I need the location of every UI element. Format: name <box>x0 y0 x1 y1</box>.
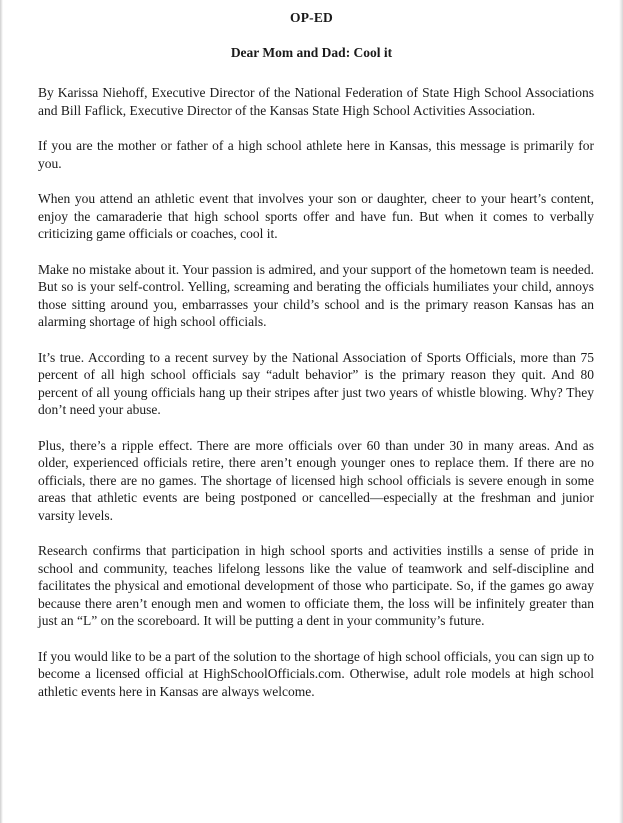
headline: Dear Mom and Dad: Cool it <box>230 45 393 60</box>
article-body <box>38 84 594 718</box>
section-label: OP-ED <box>290 10 333 25</box>
body-paragraph: It’s true. According to a recent survey by the National Association of Sports Officials, more than 75 percent of all high school officials say “adult behavior” is the primary reason they quit. And 80 percent of all young officials hang up their stripes after just two years of whistle blowing. Why? They don’t need your abuse. <box>38 349 594 417</box>
body-paragraph: When you attend an athletic event that involves your son or daughter, cheer to your heart’s content, enjoy the camaraderie that high school sports offer and have fun. But when it comes to verbally criticizing game officials or coaches, cool it. <box>38 191 594 241</box>
page-edge-left <box>0 0 3 823</box>
closing-paragraph: If you would like to be a part of the solution to the shortage of high school officials, you can sign up to become a licensed official at HighSchoolOfficials.com. Otherwise, adult role models at high school athletic events here in Kansas are always welcome. <box>38 648 594 699</box>
body-paragraph: Plus, there’s a ripple effect. There are more officials over 60 than under 30 in many areas. And as older, experienced officials retire, there aren’t enough younger ones to replace them. If there are no officials, there are no games. The shortage of licensed high school officials is severe enough in some areas that athletic events are being postponed or cancelled—especially at the freshman and junior varsity levels. <box>38 437 594 523</box>
byline-paragraph: By Karissa Niehoff, Executive Director of the National Federation of State High School Associations and Bill Faflick, Executive Director of the Kansas State High School Activities Association. <box>38 85 594 118</box>
body-paragraph: If you are the mother or father of a high school athlete here in Kansas, this message is primarily for you. <box>38 138 594 171</box>
body-paragraph: Research confirms that participation in high school sports and activities instills a sense of pride in school and community, teaches lifelong lessons like the value of teamwork and self-discipline and facilitates the physical and emotional development of those who participate. So, if the games go away because there aren’t enough men and women to officiate them, the loss will be infinitely greater than just an “L” on the scoreboard. It will be putting a dent in your community’s future. <box>38 543 594 628</box>
body-paragraph: Make no mistake about it. Your passion is admired, and your support of the hometown team is needed. But so is your self-control. Yelling, screaming and berating the officials humiliates your child, annoys those sitting around you, embarrasses your child’s school and is the primary reason Kansas has an alarming shortage of high school officials. <box>38 261 594 329</box>
page-edge-right <box>619 0 623 823</box>
